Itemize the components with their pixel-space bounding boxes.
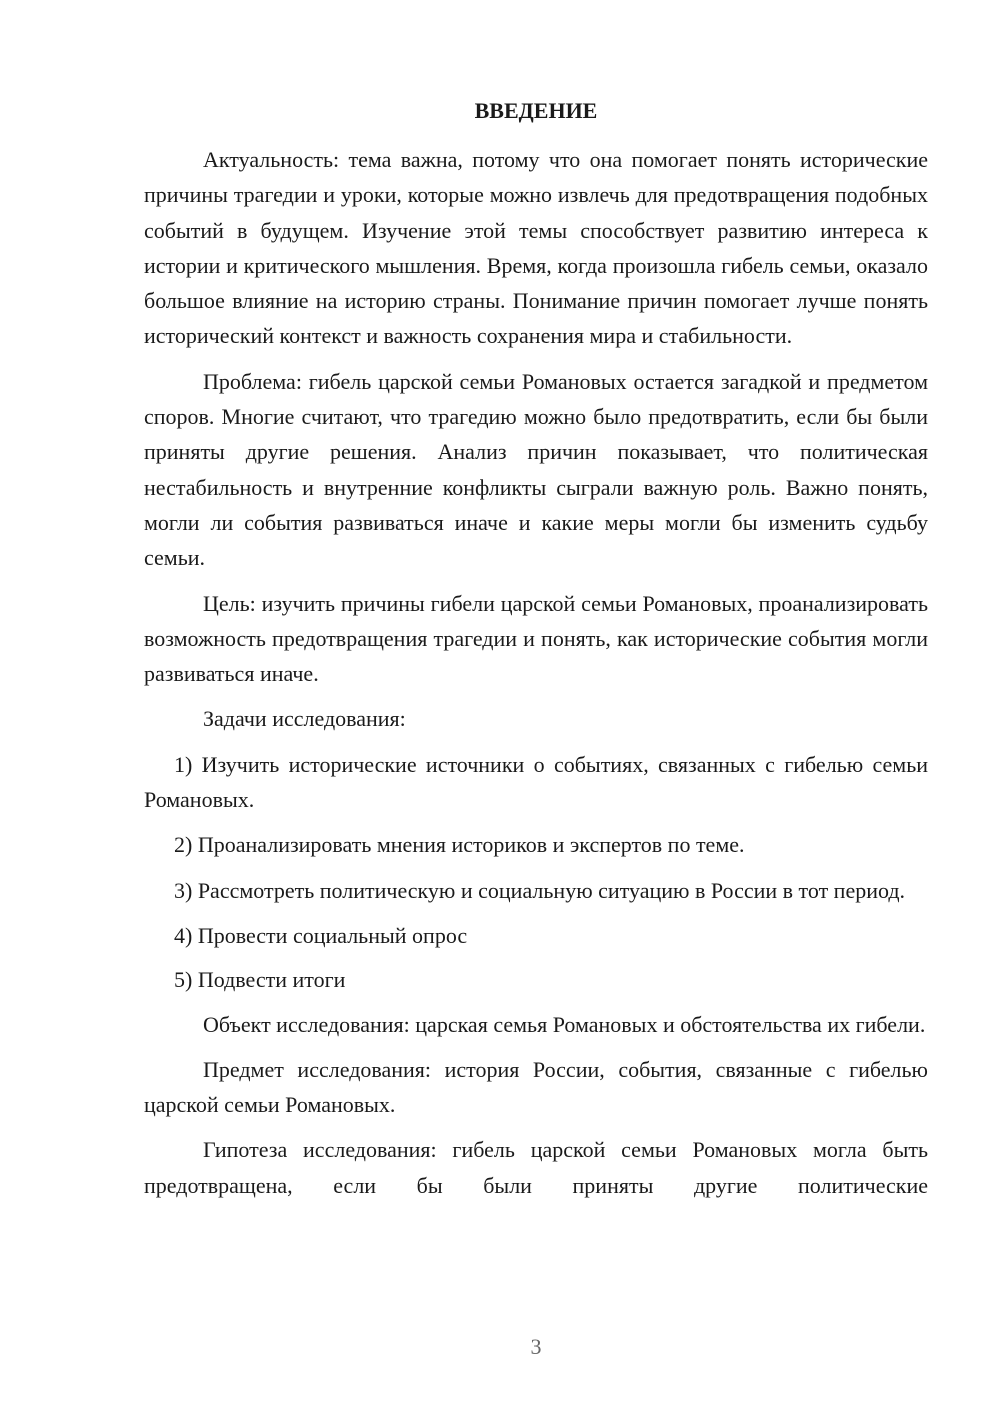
task-item: 4) Провести социальный опрос [174, 922, 468, 948]
object-paragraph: Объект исследования: царская семья Романовых и обстоятельства их гибели. [203, 1011, 926, 1037]
task-item: 3) Рассмотреть политическую и социальную ситуацию в России в тот период. [174, 877, 906, 903]
section-heading: ВВЕДЕНИЕ [474, 98, 598, 123]
body-text [144, 142, 928, 1203]
task-item: 5) Подвести итоги [174, 967, 346, 993]
goal-paragraph: Цель: изучить причины гибели царской семьи Романовых, проанализировать возможность предотвращения трагедии и понять, как исторические события могли развиваться иначе. [144, 590, 928, 687]
problem-paragraph: Проблема: гибель царской семьи Романовых остается загадкой и предметом споров. Многие считают, что трагедию можно было предотвратить, если бы были приняты другие решения. Анализ причин показывает, что политическая нестабильность и внутренние конфликты сыграли важную роль. Важно понять, могли ли события развиваться иначе и какие меры могли бы изменить судьбу семьи. [144, 368, 928, 571]
subject-paragraph: Предмет исследования: история России, события, связанные с гибелью царской семьи Романовых. [144, 1056, 928, 1118]
tasks-title: Задачи исследования: [203, 706, 406, 732]
task-item: 2) Проанализировать мнения историков и экспертов по теме. [174, 832, 745, 858]
task-item: 1) Изучить исторические источники о событиях, связанных с гибелью семьи Романовых. [144, 751, 928, 813]
relevance-paragraph: Актуальность: тема важна, потому что она помогает понять исторические причины трагедии и уроки, которые можно извлечь для предотвращения подобных событий в будущем. Изучение этой темы способствует развитию интереса к истории и критического мышления. Время, когда произошла гибель семьи, оказало большое влияние на историю страны. Понимание причин помогает лучше понять исторический контекст и важность сохранения мира и стабильности. [144, 147, 928, 349]
hypothesis-paragraph: Гипотеза исследования: гибель царской семьи Романовых могла быть предотвращена, если бы были приняты другие политические [144, 1137, 928, 1198]
page-number: 3 [530, 1334, 542, 1359]
